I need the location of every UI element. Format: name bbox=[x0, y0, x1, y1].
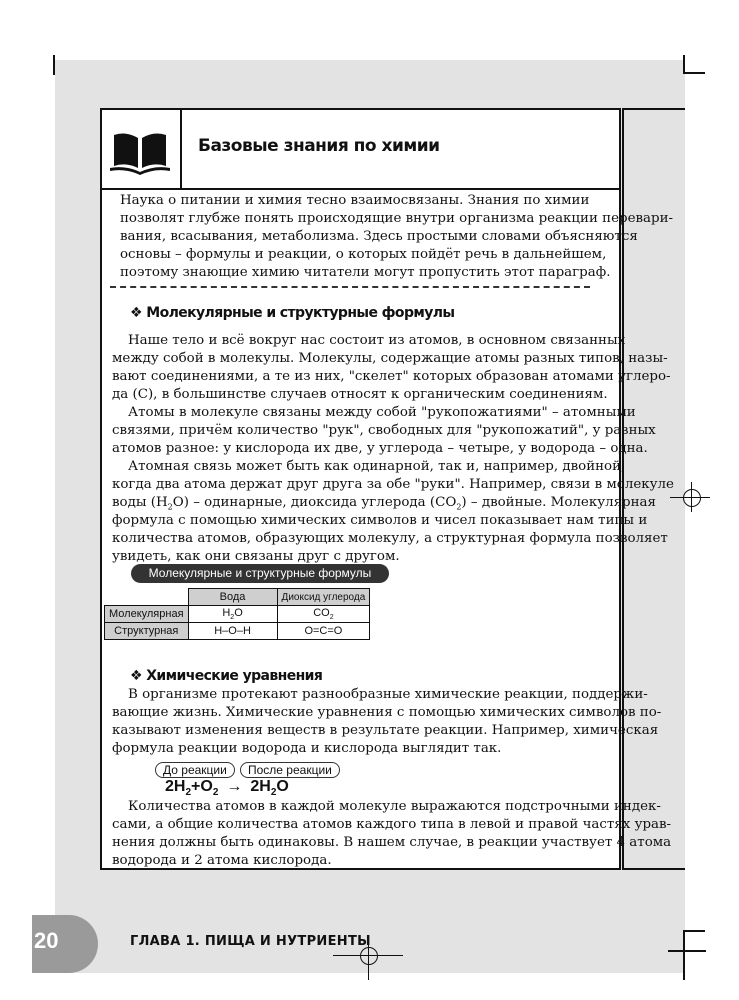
chemical-equation: $2H_2+O_2 \to 2H_2O$ bbox=[165, 778, 289, 799]
crop-mark bbox=[53, 55, 55, 75]
text-line: сами, а общие количества атомов каждого типа в левой и правой частях урав- bbox=[112, 817, 672, 832]
text-line: между собой в молекулы. Молекулы, содержащие атомы разных типов, назы- bbox=[112, 351, 668, 366]
section-heading bbox=[130, 668, 322, 684]
diamond-bullet-icon: ❖ bbox=[130, 305, 142, 321]
page-title: Базовые знания по химии bbox=[198, 136, 440, 156]
text-line: вания, всасывания, метаболизма. Здесь простыми словами объясняются bbox=[120, 229, 638, 244]
page-number: 20 bbox=[34, 928, 59, 953]
text-line: Наука о питании и химия тесно взаимосвязаны. Знания по химии bbox=[120, 193, 590, 208]
text-line: формула с помощью химических символов и чисел показывает нам типы и bbox=[112, 513, 648, 528]
text-line: связями, причём количество "рук", свободных для "рукопожатий", у разных bbox=[112, 423, 656, 438]
text-line: основы – формулы и реакции, о которых пойдёт речь в дальнейшем, bbox=[120, 247, 607, 262]
table-row bbox=[105, 606, 370, 623]
table-cell: $CO_2$ bbox=[277, 606, 370, 623]
chapter-title: ГЛАВА 1. ПИЩА И НУТРИЕНТЫ bbox=[130, 934, 371, 949]
registration-mark bbox=[683, 489, 701, 507]
text-line: да (C), в большинстве случаев относят к органическим соединениям. bbox=[112, 387, 608, 402]
text-line: увидеть, как они связаны друг с другом. bbox=[112, 549, 400, 564]
table-cell: O=C=O bbox=[277, 623, 370, 640]
row-header: Молекулярная bbox=[105, 606, 189, 623]
text-line: воды $(H_2O)$ – одинарные, диоксида углерода $(CO_2)$ – двойные. Молекулярная bbox=[112, 495, 656, 512]
book-icon bbox=[100, 108, 180, 188]
text-line: позволят глубже понять происходящие внутри организма реакции перевари- bbox=[120, 211, 674, 226]
text-line: поэтому знающие химию читатели могут пропустить этот параграф. bbox=[120, 265, 611, 280]
table-header-row bbox=[105, 589, 370, 606]
table-row bbox=[105, 623, 370, 640]
registration-mark bbox=[691, 482, 692, 512]
text-line: В организме протекают разнообразные химические реакции, поддержи- bbox=[128, 687, 648, 702]
text-line: нения должны быть одинаковы. В нашем случае, в реакции участвует 4 атома bbox=[112, 835, 672, 850]
table-corner bbox=[105, 589, 189, 606]
text-line: водорода и 2 атома кислорода. bbox=[112, 853, 332, 868]
table-caption: Молекулярные и структурные формулы bbox=[131, 564, 389, 583]
table-cell: $H_2O$ bbox=[188, 606, 277, 623]
text-line: казывают изменения веществ в результате реакции. Например, химическая bbox=[112, 723, 659, 738]
column-header: Вода bbox=[188, 589, 277, 606]
text-line: когда два атома держат друг друга за обе "руки". Например, связи в молекуле bbox=[112, 477, 674, 492]
crop-mark bbox=[683, 72, 705, 74]
top-rule bbox=[622, 108, 685, 110]
text-line: Наше тело и всё вокруг нас состоит из атомов, в основном связанных bbox=[128, 333, 626, 348]
section-title: Молекулярные и структурные формулы bbox=[146, 305, 455, 321]
text-line: количества атомов, образующих молекулу, а структурная формула позволяет bbox=[112, 531, 668, 546]
text-line: Количества атомов в каждой молекуле выражаются подстрочными индек- bbox=[128, 799, 661, 814]
row-header: Структурная bbox=[105, 623, 189, 640]
dashed-divider bbox=[110, 286, 590, 288]
section-heading bbox=[130, 305, 454, 321]
text-line: вающие жизнь. Химические уравнения с помощью химических символов по- bbox=[112, 705, 662, 720]
before-reaction-label: До реакции bbox=[155, 762, 235, 778]
table-cell: H–O–H bbox=[188, 623, 277, 640]
text-line: вают соединениями, а те из них, "скелет" которых образован атомами углеро- bbox=[112, 369, 671, 384]
text-line: Атомы в молекуле связаны между собой "рукопожатиями" – атомными bbox=[128, 405, 636, 420]
bottom-rule bbox=[622, 868, 685, 870]
section-title: Химические уравнения bbox=[146, 668, 323, 684]
crop-mark bbox=[683, 55, 685, 73]
crop-mark bbox=[683, 930, 685, 980]
text-line: атомов разное: у кислорода их две, у углерода – четыре, у водорода – одна. bbox=[112, 441, 648, 456]
registration-mark bbox=[360, 947, 378, 965]
column-header: Диоксид углерода bbox=[277, 589, 370, 606]
after-reaction-label: После реакции bbox=[240, 762, 340, 778]
crop-mark bbox=[683, 930, 705, 932]
text-line: Атомная связь может быть как одинарной, так и, например, двойной, bbox=[128, 459, 626, 474]
formula-table bbox=[104, 588, 370, 640]
book-icon-cell bbox=[100, 108, 182, 190]
crop-mark bbox=[668, 950, 706, 952]
diamond-bullet-icon: ❖ bbox=[130, 668, 142, 684]
text-line: формула реакции водорода и кислорода выглядит так. bbox=[112, 741, 502, 756]
